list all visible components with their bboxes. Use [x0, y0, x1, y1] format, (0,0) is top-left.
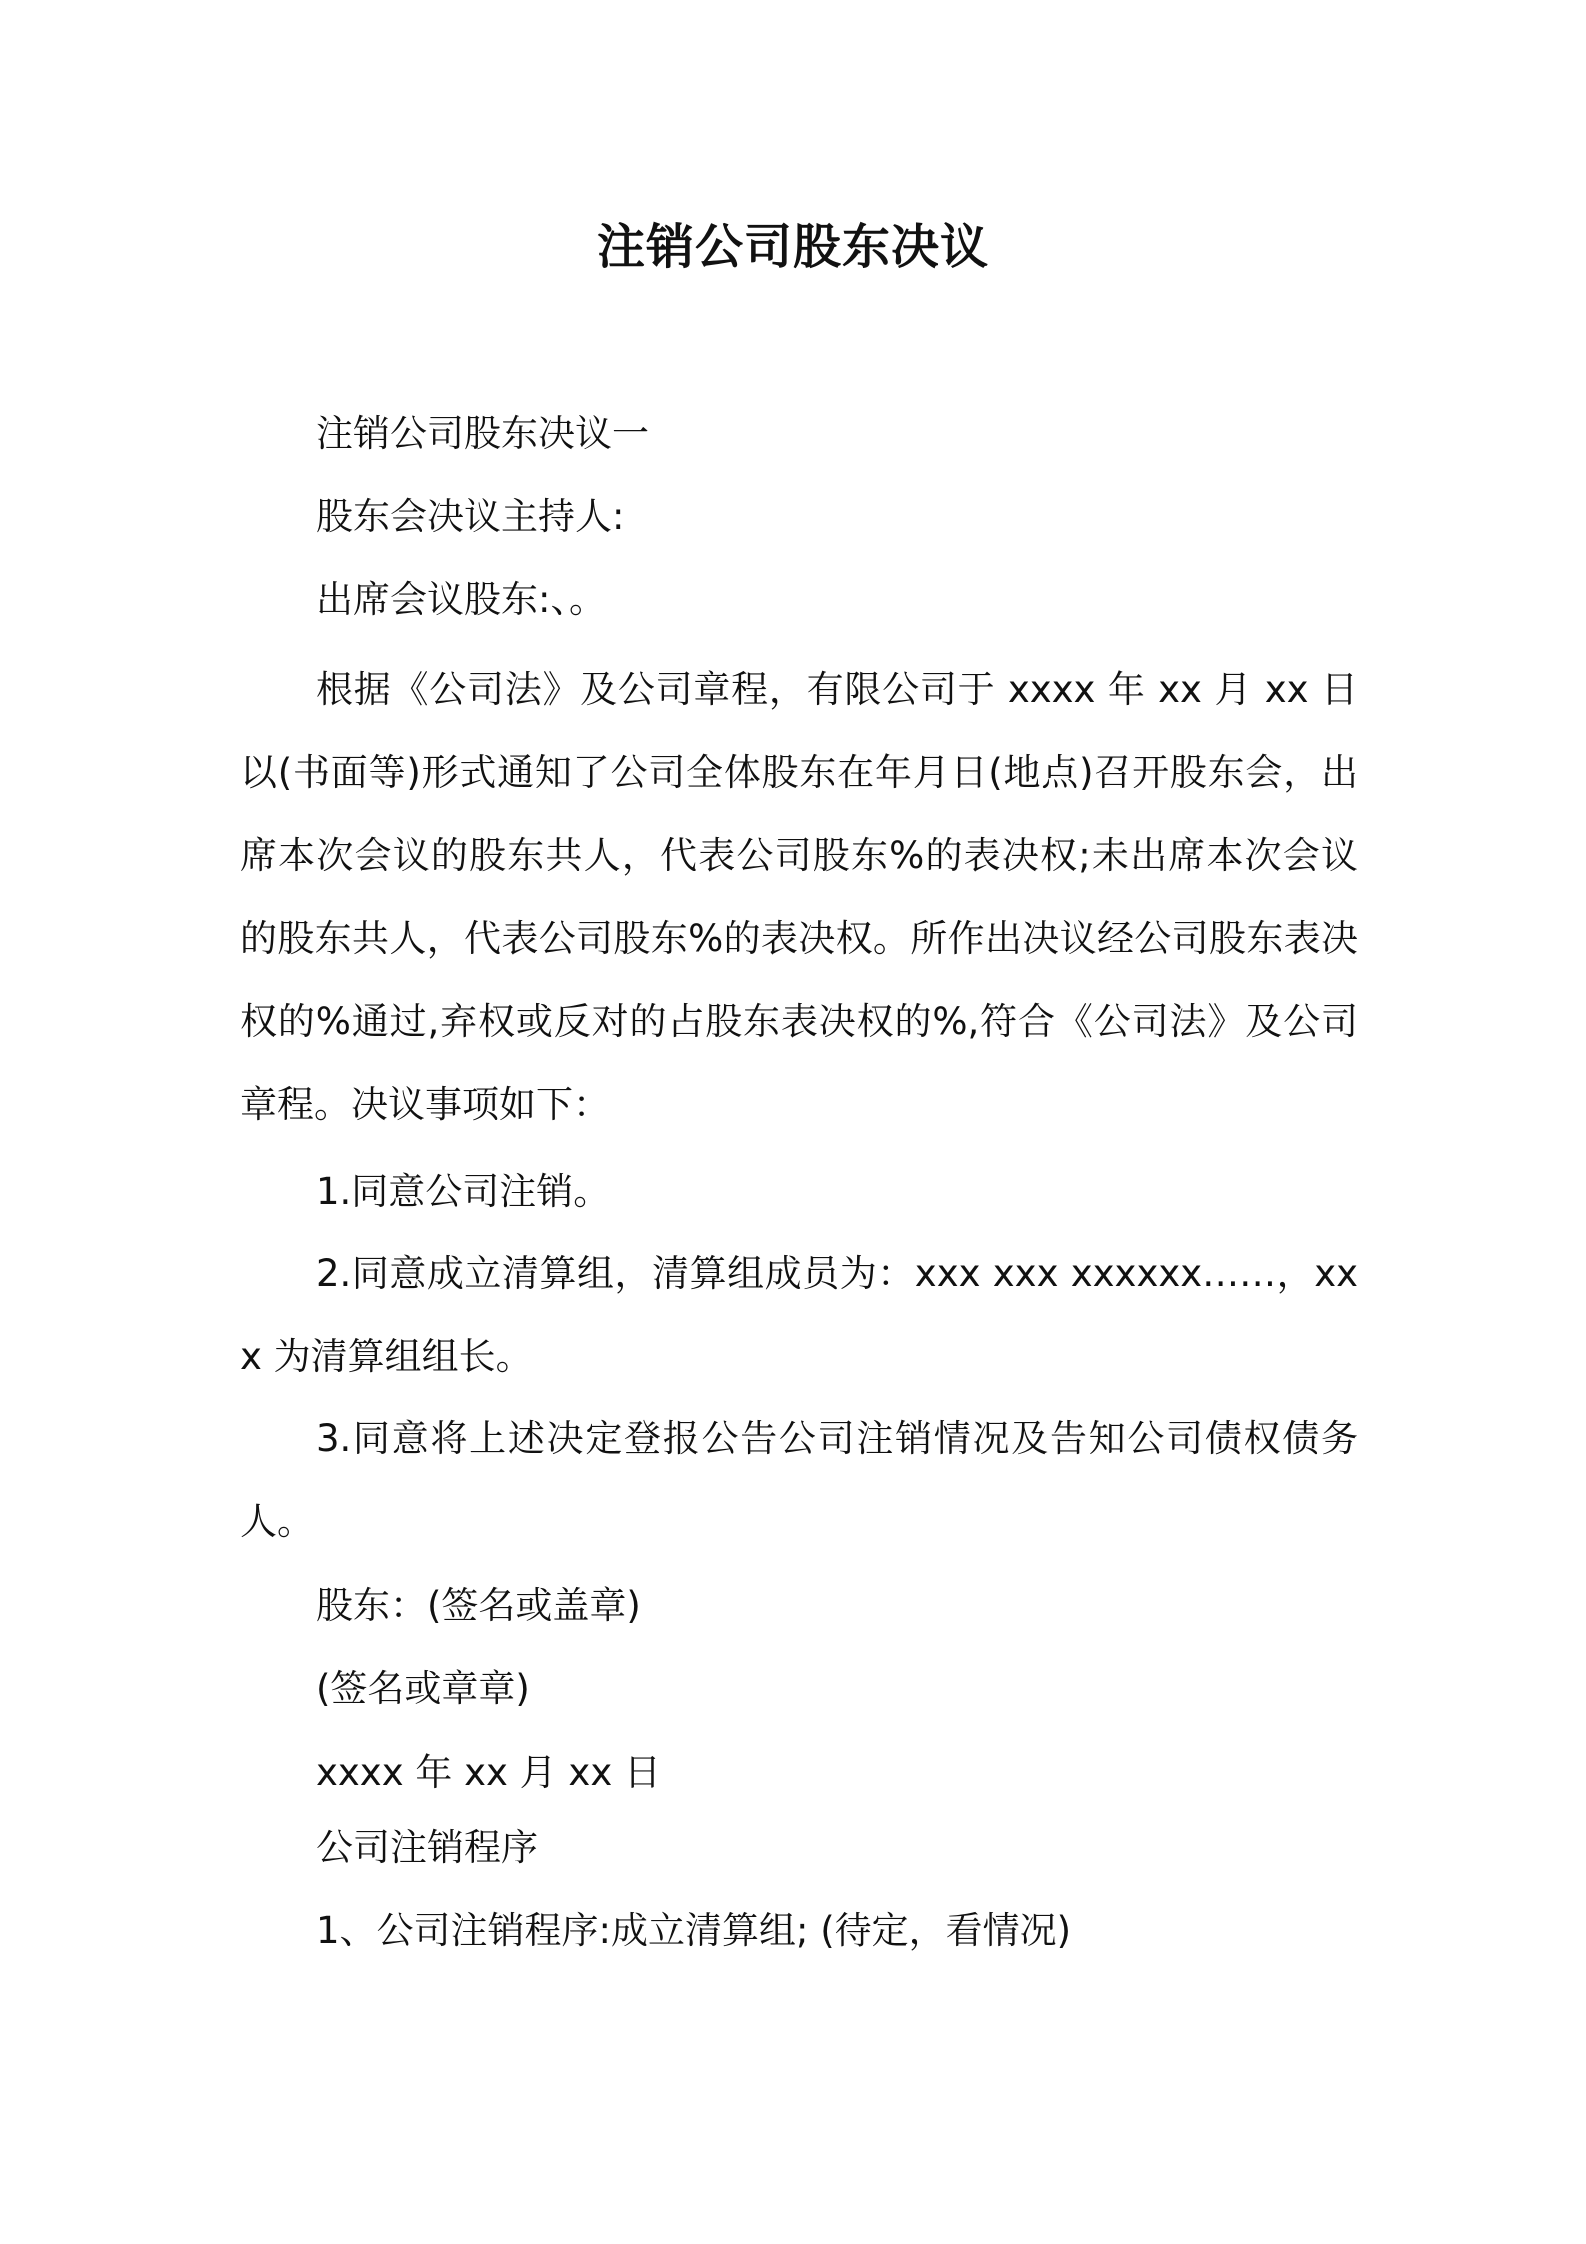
document-title: 注销公司股东决议 [596, 219, 989, 275]
resolution-item-3: 3.同意将上述决定登报公告公司注销情况及告知公司债权债务人。 [240, 1417, 1358, 1543]
resolution-heading: 注销公司股东决议一 [316, 412, 649, 455]
procedure-heading: 公司注销程序 [316, 1826, 538, 1869]
shareholder-signature-line: 股东：(签名或盖章) [316, 1584, 641, 1627]
attending-shareholders-line: 出席会议股东:、。 [316, 578, 606, 621]
resolution-item-2: 2.同意成立清算组，清算组成员为：xxx xxx xxxxxx……，xxx 为清算组组长。 [240, 1252, 1358, 1378]
date-line: xxxx 年 xx 月 xx 日 [316, 1751, 661, 1794]
meeting-host-line: 股东会决议主持人: [316, 495, 625, 538]
resolution-body-paragraph: 根据《公司法》及公司章程，有限公司于 xxxx 年 xx 月 xx 日以(书面等)形式通知了公司全体股东在年月日(地点)召开股东会，出席本次会议的股东共人，代表公司股东%的表决权;未出席本次会议的股东共人，代表公司股东%的表决权。所作出决议经公司股东表决权的%通过,弃权或反对的占股东表决权的%,符合《公司法》及公司章程。决议事项如下： [240, 668, 1358, 1126]
resolution-item-1: 1.同意公司注销。 [316, 1170, 611, 1213]
procedure-item-1: 1、公司注销程序:成立清算组; (待定，看情况) [316, 1909, 1072, 1952]
signature-or-seal-line: (签名或章章) [316, 1667, 530, 1710]
